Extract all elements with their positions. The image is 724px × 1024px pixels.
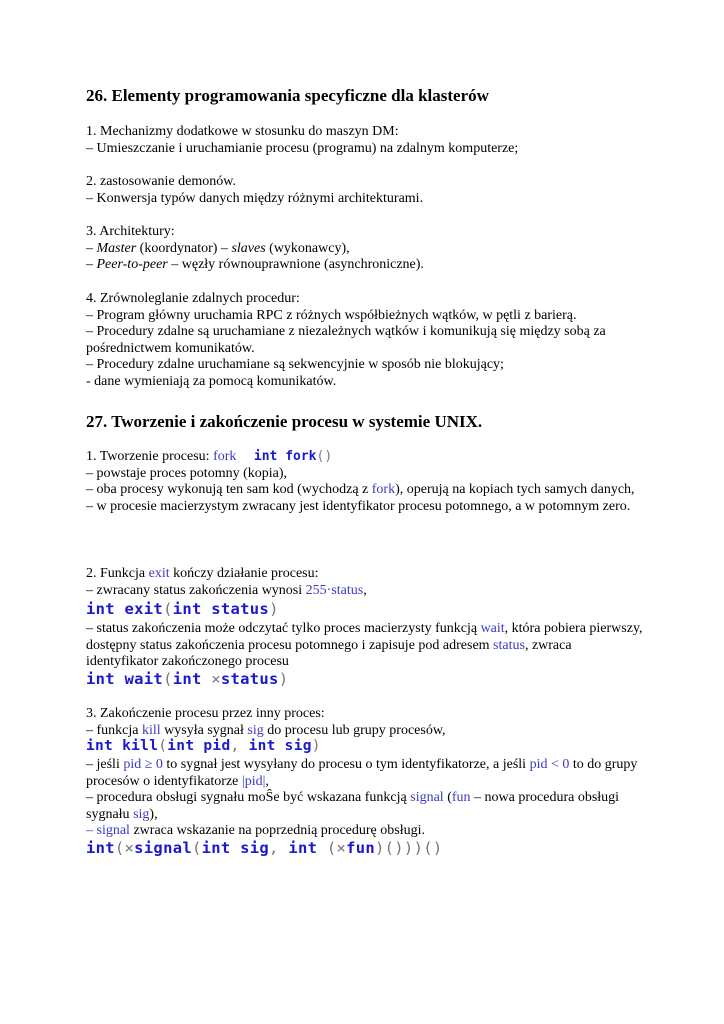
- s26-i4-line-3: – Procedury zdalne uruchamiane są sekwencyjnie w sposób nie blokujący;: [86, 357, 504, 373]
- s26-i4-line-1: – Program główny uruchamia RPC z różnych współbieżnych wątków, w pętli z barierą.: [86, 307, 577, 323]
- s27-p1-head: 1. Tworzenie procesu: fork int fork(): [86, 449, 333, 464]
- section-26-title: 26. Elementy programowania specyficzne dla klasterów: [86, 86, 489, 105]
- s26-i1-head: 1. Mechanizmy dodatkowe w stosunku do maszyn DM:: [86, 124, 399, 139]
- s27-p2-line-1: – zwracany status zakończenia wynosi 255·status,: [86, 582, 367, 598]
- s27-p2-line-2: – status zakończenia może odczytać tylko proces macierzysty funkcją wait, która pobiera pierwszy, dostępny status zakończenia procesu potomnego i zapisuje pod adresem status, zwraca identyfikator zakończonego procesu: [86, 621, 643, 670]
- kill-signature: int kill(int pid, int sig): [86, 738, 321, 754]
- exit-signature: int exit(int status): [86, 600, 279, 618]
- s26-i4-line-2: – Procedury zdalne są uruchamiane z niezależnych wątków i komunikują się między sobą za pośrednictwem komunikatów.: [86, 324, 606, 356]
- s26-i2-line: – Konwersja typów danych między różnymi architekturami.: [86, 190, 424, 206]
- fork-signature: int fork(): [253, 449, 333, 464]
- s26-i3-line-1: – Master (koordynator) – slaves (wykonawcy),: [86, 240, 350, 256]
- s27-part-2: [86, 566, 646, 599]
- s27-p2-head: 2. Funkcja exit kończy działanie procesu:: [86, 566, 319, 581]
- s27-p1-line-1: – powstaje proces potomny (kopia),: [86, 465, 288, 481]
- s26-item-2: [86, 174, 646, 207]
- s27-p3-line-3: – procedura obsługi sygnału moŜe być wskazana funkcją signal (fun – nowa procedura obsługi sygnału sig),: [86, 790, 620, 822]
- s26-item-4: [86, 291, 646, 391]
- section-27-title: 27. Tworzenie i zakończenie procesu w systemie UNIX.: [86, 412, 483, 431]
- s27-p1-line-3: – w procesie macierzystym zwracany jest identyfikator procesu potomnego, a w potomnym zero.: [86, 498, 631, 514]
- s27-part-1: [86, 449, 646, 515]
- s27-p3-line-2: – jeśli pid ≥ 0 to sygnał jest wysyłany do procesu o tym identyfikatorze, a jeśli pid < 0 to do grupy procesów o identyfikatorze |pid|,: [86, 757, 638, 789]
- s27-p3-head: 3. Zakończenie procesu przez inny proces:: [86, 706, 325, 721]
- s27-part-3: [86, 706, 646, 739]
- s26-i4-head: 4. Zrównoleglanie zdalnych procedur:: [86, 291, 300, 306]
- wait-signature: int wait(int ×status): [86, 670, 289, 688]
- s26-item-1: [86, 124, 646, 157]
- s27-p3-line-1: – funkcja kill wysyła sygnał sig do procesu lub grupy procesów,: [86, 722, 446, 738]
- s26-i4-line-4: - dane wymieniają za pomocą komunikatów.: [86, 373, 337, 389]
- s26-i3-head: 3. Architektury:: [86, 224, 175, 239]
- s27-p3-lines: [86, 757, 646, 840]
- s26-i1-line: – Umieszczanie i uruchamianie procesu (programu) na zdalnym komputerze;: [86, 140, 519, 156]
- s27-p3-line-4: – signal zwraca wskazanie na poprzednią procedurę obsługi.: [86, 823, 425, 839]
- s27-p1-line-2: – oba procesy wykonują ten sam kod (wychodzą z fork), operują na kopiach tych samych danych,: [86, 482, 635, 498]
- s26-i2-head: 2. zastosowanie demonów.: [86, 174, 236, 189]
- signal-signature: int(×signal(int sig, int (×fun)()))(): [86, 839, 443, 857]
- s26-i3-line-2: – Peer-to-peer – węzły równouprawnione (asynchroniczne).: [86, 257, 424, 273]
- s26-item-3: [86, 224, 646, 274]
